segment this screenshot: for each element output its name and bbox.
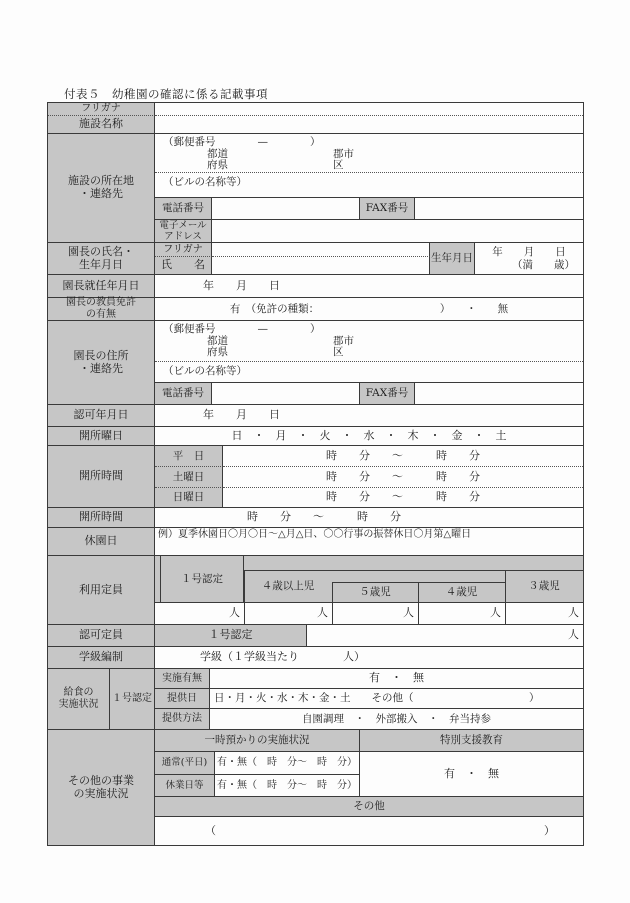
facility-address-label-line2: ・連絡先	[79, 187, 123, 200]
meal-method-label: 提供方法	[155, 709, 210, 730]
meal-label	[48, 669, 110, 730]
director-tel-field	[212, 383, 360, 405]
other-detail-field	[155, 817, 583, 845]
director-name-label	[48, 243, 155, 275]
saturday-label: 土曜日	[155, 467, 223, 488]
director-fax-label: FAX番号	[360, 383, 415, 405]
facility-address-label-line1: 施設の所在地	[68, 174, 134, 188]
saturday-hours-field: 時 分 ～ 時 分	[223, 467, 583, 488]
director-fax-field	[415, 383, 583, 405]
weekday-label: 平 日	[155, 446, 223, 467]
director-dob-field	[475, 243, 583, 275]
facility-furigana-label: フリガナ	[48, 103, 155, 116]
city-line1: 郡市	[333, 335, 354, 347]
director-dob-label: 生年月日	[430, 243, 475, 275]
dob-value-line2: （満 歳）	[512, 258, 575, 271]
facility-email-field	[212, 220, 583, 243]
care-holiday-label: 休業日等	[155, 775, 215, 797]
care-normal-label: 通常(平日)	[155, 752, 215, 775]
special-ed-field: 有 ・ 無	[360, 752, 583, 797]
meal-label-line1: 給食の	[63, 687, 94, 699]
facility-tel-field	[212, 198, 360, 220]
capacity-age3-count: 人	[505, 603, 583, 625]
care-normal-field: 有・無（ 時 分～ 時 分）	[215, 752, 360, 775]
open-days-field: 日 ・ 月 ・ 火 ・ 水 ・ 木 ・ 金 ・ 土	[155, 427, 583, 446]
email-label-line1: 電子メール	[159, 219, 207, 231]
facility-name-field	[155, 116, 583, 134]
meal-presence-label: 実施有無	[155, 669, 210, 689]
temp-care-header: 一時預かりの実施状況	[155, 730, 360, 752]
meal-nintei1-label: １号認定	[110, 669, 155, 730]
director-building-cell: （ビルの名称等）	[155, 362, 583, 383]
city-line1: 郡市	[333, 148, 354, 160]
facility-tel-label: 電話番号	[155, 198, 212, 220]
appointment-field: 年 月 日	[155, 275, 583, 298]
capacity-age4-header: ４歳児	[445, 586, 478, 599]
director-postal-cell	[155, 321, 583, 362]
other-programs-label-line2: の実施状況	[73, 786, 129, 800]
capacity-age4-count: 人	[418, 603, 505, 625]
capacity-age3-header: ３歳児	[528, 580, 560, 593]
facility-building-cell: （ビルの名称等）	[155, 173, 583, 198]
director-name-label-line2: 生年月日	[79, 257, 123, 271]
meal-days-field: 日・月・火・水・木・金・土 その他（ ）	[210, 689, 583, 709]
postal-code-text: （郵便番号 — ）	[163, 323, 321, 335]
director-name-field-label: 氏 名	[155, 257, 212, 275]
closed-days-field: 例）夏季休園日〇月〇日～△月△日、〇〇行事の振替休日〇月第△曜日	[155, 528, 583, 556]
director-address-label-line2: ・連絡先	[79, 361, 123, 375]
class-org-label: 学級編制	[48, 647, 155, 669]
director-address-label-line1: 園長の住所	[73, 348, 129, 362]
dob-value-line1: 年 月 日	[492, 246, 566, 259]
capacity-age4plus-count: 人	[244, 603, 332, 625]
license-label-line2: の有無	[86, 309, 116, 320]
license-label	[48, 298, 155, 321]
facility-fax-field	[415, 198, 583, 220]
other-header: その他	[155, 797, 583, 817]
licensed-capacity-label: 認可定員	[48, 625, 155, 647]
meal-presence-field: 有 ・ 無	[210, 669, 583, 689]
paren-open: （	[205, 823, 216, 837]
facility-fax-label: FAX番号	[360, 198, 415, 220]
capacity-age4plus-header: ４歳以上児	[261, 580, 315, 593]
prefecture-line2: 府県	[207, 159, 228, 171]
license-label-line1: 園長の教員免許	[66, 297, 136, 309]
care-holiday-field: 有・無（ 時 分～ 時 分）	[215, 775, 360, 797]
facility-postal-cell	[155, 134, 583, 173]
facility-email-label	[155, 220, 212, 243]
open-hours2-field: 時 分 ～ 時 分	[155, 508, 583, 528]
facility-name-label: 施設名称	[48, 116, 155, 134]
open-hours-label: 開所時間	[48, 446, 155, 508]
other-programs-label	[48, 730, 155, 845]
director-name-label-line1: 園長の氏名・	[68, 244, 134, 258]
director-name-field	[212, 257, 430, 275]
meal-days-label: 提供日	[155, 689, 210, 709]
capacity-nintei1-count: 人	[155, 603, 244, 625]
director-address-label	[48, 321, 155, 405]
city-line2: 区	[333, 159, 344, 171]
postal-code-text: （郵便番号 — ）	[163, 136, 321, 148]
approval-field: 年 月 日	[155, 405, 583, 427]
facility-furigana-field	[155, 103, 583, 116]
licensed-capacity-count: 人	[307, 625, 583, 647]
city-line2: 区	[333, 346, 344, 358]
capacity-nintei1-header: １号認定	[160, 556, 244, 603]
license-field: 有 （免許の種類： ） ・ 無	[155, 298, 583, 321]
appointment-label: 園長就任年月日	[48, 275, 155, 298]
capacity-label: 利用定員	[48, 556, 155, 625]
director-furigana-field	[212, 243, 430, 257]
approval-label: 認可年月日	[48, 405, 155, 427]
sunday-hours-field: 時 分 ～ 時 分	[223, 488, 583, 508]
weekday-hours-field: 時 分 ～ 時 分	[223, 446, 583, 467]
open-days-label: 開所曜日	[48, 427, 155, 446]
capacity-age5-header: ５歳児	[359, 586, 391, 599]
meal-method-field: 自園調理 ・ 外部搬入 ・ 弁当持参	[210, 709, 583, 730]
closed-days-label: 休園日	[48, 528, 155, 556]
sunday-label: 日曜日	[155, 488, 223, 508]
capacity-age5-count: 人	[332, 603, 418, 625]
facility-address-label	[48, 134, 155, 243]
prefecture-line1: 都道	[207, 335, 228, 347]
licensed-nintei1-label: １号認定	[155, 625, 307, 647]
paren-close: ）	[544, 823, 555, 837]
other-programs-label-line1: その他の事業	[68, 773, 134, 787]
director-tel-label: 電話番号	[155, 383, 212, 405]
special-ed-header: 特別支援教育	[360, 730, 583, 752]
open-hours2-label: 開所時間	[48, 508, 155, 528]
director-furigana-label: フリガナ	[155, 243, 212, 257]
prefecture-line1: 都道	[207, 148, 228, 160]
email-label-line2: アドレス	[164, 231, 202, 242]
page-title: 付表５ 幼稚園の確認に係る記載事項	[64, 87, 268, 101]
meal-label-line2: 実施状況	[58, 699, 99, 710]
class-org-field: 学級（１学級当たり 人）	[155, 647, 583, 669]
prefecture-line2: 府県	[207, 346, 228, 358]
